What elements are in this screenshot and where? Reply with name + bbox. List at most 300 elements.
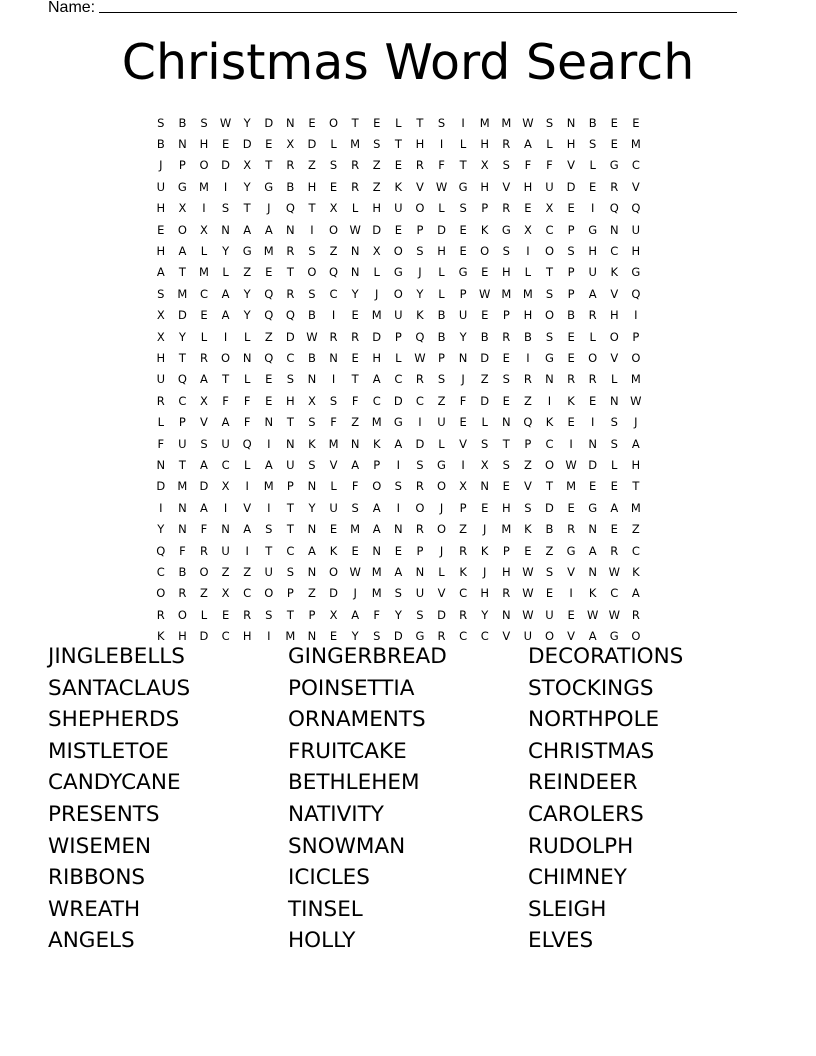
- grid-letter: D: [307, 137, 317, 152]
- word-list-item: ICICLES: [288, 865, 370, 891]
- grid-letter: A: [631, 436, 640, 451]
- grid-letter: B: [567, 308, 576, 323]
- word-list-item: JINGLEBELLS: [48, 644, 185, 669]
- grid-letter: S: [157, 115, 165, 130]
- word-list-item: REINDEER: [528, 770, 638, 796]
- grid-letter: Y: [459, 329, 467, 344]
- grid-letter: G: [415, 629, 425, 644]
- grid-letter: N: [307, 372, 317, 387]
- grid-letter: N: [178, 500, 187, 515]
- grid-letter: U: [545, 179, 554, 194]
- grid-letter: O: [156, 586, 166, 601]
- grid-letter: S: [373, 629, 381, 644]
- word-list-item: PRESENTS: [48, 801, 160, 827]
- grid-letter: M: [522, 286, 533, 301]
- grid-letter: P: [632, 329, 640, 344]
- grid-letter: N: [501, 607, 511, 622]
- grid-letter: M: [285, 629, 296, 644]
- grid-letter: B: [286, 179, 295, 194]
- grid-letter: V: [610, 286, 619, 301]
- grid-letter: M: [501, 522, 512, 537]
- grid-letter: E: [351, 308, 359, 323]
- grid-letter: K: [480, 543, 489, 558]
- grid-letter: G: [566, 543, 576, 558]
- grid-letter: R: [286, 158, 295, 173]
- grid-letter: A: [351, 607, 360, 622]
- grid-letter: E: [567, 415, 575, 430]
- grid-letter: T: [286, 522, 294, 537]
- grid-letter: D: [199, 629, 209, 644]
- grid-letter: G: [242, 244, 252, 259]
- grid-letter: V: [502, 629, 511, 644]
- grid-letter: I: [461, 457, 465, 472]
- grid-letter: U: [221, 543, 230, 558]
- grid-letter: Z: [459, 522, 468, 537]
- grid-letter: X: [459, 479, 468, 494]
- grid-letter: N: [307, 479, 317, 494]
- grid-letter: D: [221, 158, 230, 173]
- grid-letter: I: [267, 629, 271, 644]
- grid-letter: V: [610, 350, 619, 365]
- grid-letter: Y: [481, 607, 489, 622]
- grid-letter: I: [526, 350, 530, 365]
- grid-letter: P: [373, 457, 381, 472]
- word-list-item: DECORATIONS: [528, 644, 684, 669]
- grid-letter: E: [265, 265, 273, 280]
- grid-letter: M: [630, 137, 641, 152]
- grid-letter: E: [221, 137, 230, 152]
- grid-letter: W: [630, 393, 642, 408]
- grid-letter: G: [588, 500, 598, 515]
- grid-letter: O: [199, 158, 209, 173]
- grid-letter: A: [156, 265, 165, 280]
- grid-letter: S: [286, 564, 295, 579]
- grid-letter: O: [631, 629, 641, 644]
- grid-letter: L: [589, 158, 596, 173]
- grid-letter: F: [157, 436, 165, 451]
- grid-letter: B: [523, 329, 532, 344]
- word-list-item: WISEMEN: [48, 833, 152, 859]
- grid-letter: E: [200, 308, 208, 323]
- grid-letter: Z: [351, 415, 360, 430]
- grid-letter: X: [221, 586, 230, 601]
- grid-letter: Z: [480, 372, 489, 387]
- grid-letter: O: [199, 564, 209, 579]
- grid-letter: Q: [631, 286, 641, 301]
- grid-letter: X: [156, 308, 165, 323]
- grid-letter: B: [308, 350, 316, 365]
- grid-letter: G: [631, 265, 641, 280]
- grid-letter: I: [439, 137, 444, 152]
- grid-letter: E: [329, 179, 338, 194]
- word-list-item: SANTACLAUS: [48, 675, 191, 701]
- grid-letter: Y: [243, 179, 251, 194]
- grid-letter: S: [567, 244, 575, 259]
- grid-letter: L: [222, 265, 229, 280]
- grid-letter: P: [286, 479, 294, 494]
- grid-letter: E: [481, 500, 489, 515]
- grid-letter: G: [501, 222, 511, 237]
- grid-letter: D: [264, 115, 274, 130]
- grid-letter: X: [372, 244, 381, 259]
- grid-letter: Q: [631, 201, 641, 216]
- grid-letter: A: [372, 372, 381, 387]
- grid-letter: H: [566, 137, 576, 152]
- grid-letter: E: [567, 329, 575, 344]
- grid-letter: T: [545, 479, 553, 494]
- grid-letter: J: [418, 265, 422, 280]
- grid-letter: E: [524, 201, 532, 216]
- word-list-item: RIBBONS: [48, 865, 146, 891]
- grid-letter: N: [394, 522, 403, 537]
- grid-letter: R: [351, 158, 360, 173]
- grid-letter: C: [329, 286, 338, 301]
- grid-letter: B: [545, 522, 554, 537]
- grid-letter: G: [588, 222, 598, 237]
- grid-letter: D: [329, 586, 338, 601]
- grid-letter: S: [265, 522, 273, 537]
- grid-letter: S: [286, 372, 295, 387]
- grid-letter: L: [438, 436, 445, 451]
- grid-letter: A: [200, 457, 208, 472]
- grid-letter: U: [178, 436, 187, 451]
- page-title: Christmas Word Search: [121, 34, 695, 91]
- grid-letter: H: [156, 201, 166, 216]
- grid-letter: L: [157, 415, 164, 430]
- grid-letter: Z: [523, 393, 532, 408]
- grid-letter: E: [502, 393, 510, 408]
- grid-letter: I: [159, 500, 163, 515]
- grid-letter: U: [523, 629, 533, 644]
- grid-letter: I: [267, 500, 271, 515]
- grid-letter: E: [329, 522, 338, 537]
- grid-letter: Q: [264, 350, 274, 365]
- grid-letter: S: [610, 415, 618, 430]
- grid-letter: T: [545, 265, 553, 280]
- grid-letter: P: [481, 201, 489, 216]
- grid-letter: O: [544, 457, 555, 472]
- grid-letter: R: [286, 286, 295, 301]
- grid-letter: R: [523, 372, 532, 387]
- grid-letter: C: [286, 543, 295, 558]
- grid-letter: U: [394, 201, 403, 216]
- grid-letter: X: [480, 457, 489, 472]
- grid-letter: Q: [242, 436, 252, 451]
- grid-letter: M: [371, 564, 382, 579]
- grid-letter: E: [610, 115, 618, 130]
- grid-letter: A: [264, 457, 273, 472]
- grid-letter: F: [438, 158, 445, 173]
- grid-letter: S: [545, 286, 554, 301]
- grid-letter: N: [307, 522, 317, 537]
- grid-letter: W: [349, 222, 361, 237]
- grid-letter: J: [353, 586, 357, 601]
- grid-letter: V: [631, 179, 640, 194]
- grid-letter: G: [177, 179, 187, 194]
- grid-letter: K: [567, 393, 575, 408]
- grid-letter: D: [393, 629, 403, 644]
- grid-letter: E: [481, 308, 489, 323]
- grid-letter: H: [480, 586, 490, 601]
- grid-letter: H: [631, 244, 641, 259]
- grid-letter: E: [373, 115, 381, 130]
- grid-letter: V: [437, 586, 446, 601]
- grid-letter: M: [479, 115, 490, 130]
- grid-letter: M: [177, 286, 188, 301]
- grid-letter: O: [415, 500, 425, 515]
- grid-letter: K: [524, 522, 532, 537]
- grid-letter: F: [330, 415, 337, 430]
- grid-letter: O: [544, 308, 555, 323]
- grid-letter: U: [437, 415, 446, 430]
- grid-letter: X: [329, 201, 338, 216]
- grid-letter: B: [308, 308, 316, 323]
- grid-letter: P: [178, 158, 186, 173]
- name-field[interactable]: [48, 0, 748, 19]
- grid-letter: S: [610, 436, 618, 451]
- grid-letter: G: [437, 457, 446, 472]
- grid-letter: Q: [609, 201, 619, 216]
- grid-letter: X: [200, 393, 208, 408]
- grid-letter: Z: [243, 265, 252, 280]
- grid-letter: R: [329, 329, 338, 344]
- grid-letter: E: [308, 115, 316, 130]
- word-list-item: RUDOLPH: [528, 833, 634, 859]
- grid-letter: S: [589, 137, 597, 152]
- grid-letter: I: [310, 222, 314, 237]
- grid-letter: D: [242, 137, 252, 152]
- grid-letter: Y: [222, 244, 230, 259]
- grid-letter: H: [480, 137, 490, 152]
- grid-letter: A: [221, 308, 230, 323]
- grid-letter: O: [436, 479, 447, 494]
- name-label: Name:: [48, 0, 96, 16]
- grid-letter: W: [306, 329, 318, 344]
- word-list-item: STOCKINGS: [528, 675, 654, 701]
- grid-letter: N: [588, 436, 597, 451]
- name-blank-line[interactable]: [99, 0, 737, 13]
- grid-letter: F: [351, 479, 359, 494]
- grid-letter: A: [588, 286, 597, 301]
- grid-letter: Z: [308, 586, 316, 601]
- grid-letter: S: [221, 201, 230, 216]
- grid-letter: P: [502, 308, 510, 323]
- grid-letter: R: [437, 629, 446, 644]
- grid-letter: S: [545, 115, 554, 130]
- grid-letter: Y: [178, 329, 186, 344]
- grid-letter: T: [459, 158, 467, 173]
- grid-letter: U: [458, 308, 468, 323]
- grid-letter: W: [414, 350, 426, 365]
- grid-letter: A: [200, 372, 208, 387]
- grid-letter: Y: [416, 286, 424, 301]
- grid-letter: T: [308, 201, 316, 216]
- grid-letter: V: [567, 158, 576, 173]
- grid-letter: U: [156, 372, 165, 387]
- grid-letter: M: [371, 308, 382, 323]
- grid-letter: Z: [523, 457, 532, 472]
- grid-letter: H: [372, 350, 382, 365]
- grid-letter: A: [588, 629, 597, 644]
- grid-letter: L: [395, 115, 402, 130]
- grid-letter: T: [243, 201, 251, 216]
- grid-letter: L: [243, 372, 251, 387]
- grid-letter: R: [588, 372, 597, 387]
- grid-letter: Y: [351, 286, 359, 301]
- grid-letter: H: [437, 244, 446, 259]
- grid-letter: J: [159, 158, 163, 173]
- grid-letter: S: [351, 500, 359, 515]
- grid-letter: E: [589, 479, 597, 494]
- grid-letter: O: [329, 222, 339, 237]
- grid-letter: I: [223, 179, 228, 194]
- grid-letter: O: [631, 350, 641, 365]
- grid-letter: E: [351, 350, 359, 365]
- grid-letter: H: [523, 308, 533, 323]
- grid-letter: E: [394, 543, 402, 558]
- grid-letter: C: [199, 286, 208, 301]
- grid-letter: B: [178, 115, 187, 130]
- grid-letter: M: [263, 479, 274, 494]
- word-list-item: ORNAMENTS: [288, 707, 426, 733]
- word-list-item: TINSEL: [288, 896, 363, 922]
- grid-letter: J: [483, 522, 487, 537]
- grid-letter: Q: [415, 329, 425, 344]
- grid-letter: O: [480, 244, 490, 259]
- grid-letter: R: [243, 607, 252, 622]
- grid-letter: U: [394, 308, 403, 323]
- grid-letter: V: [415, 179, 424, 194]
- grid-letter: X: [545, 201, 554, 216]
- grid-letter: A: [394, 564, 403, 579]
- grid-letter: C: [545, 436, 554, 451]
- grid-letter: L: [395, 350, 402, 365]
- word-list-item: POINSETTIA: [288, 675, 415, 701]
- grid-letter: L: [200, 607, 208, 622]
- grid-letter: A: [351, 457, 360, 472]
- grid-letter: S: [416, 457, 424, 472]
- grid-letter: V: [523, 479, 532, 494]
- grid-letter: R: [567, 372, 576, 387]
- grid-letter: P: [524, 436, 532, 451]
- grid-letter: T: [416, 115, 424, 130]
- grid-letter: D: [415, 436, 425, 451]
- grid-letter: C: [243, 586, 252, 601]
- grid-letter: E: [632, 115, 640, 130]
- grid-letter: O: [177, 607, 187, 622]
- grid-letter: C: [631, 543, 640, 558]
- grid-letter: R: [415, 158, 424, 173]
- grid-letter: I: [331, 372, 336, 387]
- grid-letter: S: [200, 115, 208, 130]
- grid-letter: R: [415, 479, 424, 494]
- grid-letter: I: [547, 393, 552, 408]
- grid-letter: V: [459, 436, 468, 451]
- grid-letter: I: [223, 500, 228, 515]
- grid-letter: L: [330, 137, 337, 152]
- grid-letter: Z: [264, 329, 273, 344]
- grid-letter: R: [588, 308, 597, 323]
- grid-letter: W: [479, 286, 491, 301]
- grid-letter: A: [394, 436, 403, 451]
- grid-letter: P: [438, 350, 445, 365]
- grid-letter: R: [178, 586, 187, 601]
- grid-letter: W: [522, 564, 534, 579]
- grid-letter: N: [588, 522, 597, 537]
- grid-letter: E: [459, 244, 467, 259]
- grid-letter: E: [157, 222, 165, 237]
- grid-letter: H: [242, 629, 252, 644]
- grid-letter: E: [502, 350, 510, 365]
- word-list-item: NATIVITY: [288, 801, 384, 827]
- grid-letter: F: [546, 158, 553, 173]
- grid-letter: R: [415, 522, 424, 537]
- grid-letter: H: [609, 308, 619, 323]
- grid-letter: Y: [157, 522, 165, 537]
- grid-letter: A: [523, 137, 532, 152]
- grid-letter: H: [501, 500, 511, 515]
- grid-letter: X: [480, 158, 489, 173]
- grid-letter: F: [351, 393, 359, 408]
- grid-letter: N: [588, 564, 597, 579]
- grid-letter: H: [588, 244, 597, 259]
- grid-letter: R: [502, 586, 511, 601]
- grid-letter: N: [307, 564, 317, 579]
- grid-letter: T: [178, 457, 186, 472]
- grid-letter: B: [480, 329, 489, 344]
- grid-letter: H: [286, 393, 295, 408]
- grid-letter: K: [329, 543, 338, 558]
- grid-letter: Q: [156, 543, 166, 558]
- grid-letter: T: [178, 265, 186, 280]
- grid-letter: O: [372, 479, 382, 494]
- grid-letter: R: [415, 372, 424, 387]
- grid-letter: S: [524, 500, 532, 515]
- grid-letter: V: [243, 500, 252, 515]
- grid-letter: D: [285, 329, 295, 344]
- grid-letter: T: [178, 350, 186, 365]
- grid-letter: E: [567, 201, 575, 216]
- grid-letter: D: [177, 308, 187, 323]
- grid-letter: L: [459, 137, 467, 152]
- grid-letter: T: [265, 543, 273, 558]
- grid-letter: B: [437, 329, 446, 344]
- grid-letter: R: [610, 543, 619, 558]
- grid-letter: W: [608, 564, 620, 579]
- grid-letter: P: [394, 329, 402, 344]
- grid-letter: O: [393, 286, 403, 301]
- grid-letter: K: [372, 436, 381, 451]
- grid-letter: N: [242, 350, 252, 365]
- grid-letter: P: [567, 265, 575, 280]
- word-list-item: ANGELS: [48, 928, 135, 954]
- grid-letter: Z: [631, 522, 640, 537]
- grid-letter: B: [588, 115, 597, 130]
- grid-letter: K: [459, 564, 467, 579]
- grid-letter: I: [634, 308, 638, 323]
- grid-letter: L: [200, 329, 208, 344]
- grid-letter: R: [199, 543, 208, 558]
- grid-letter: S: [329, 393, 338, 408]
- grid-letter: T: [286, 500, 294, 515]
- grid-letter: P: [459, 286, 467, 301]
- grid-letter: C: [610, 244, 619, 259]
- grid-letter: S: [373, 137, 381, 152]
- grid-letter: U: [415, 586, 425, 601]
- grid-letter: P: [416, 222, 424, 237]
- word-list-item: SLEIGH: [528, 896, 607, 922]
- grid-letter: R: [610, 179, 619, 194]
